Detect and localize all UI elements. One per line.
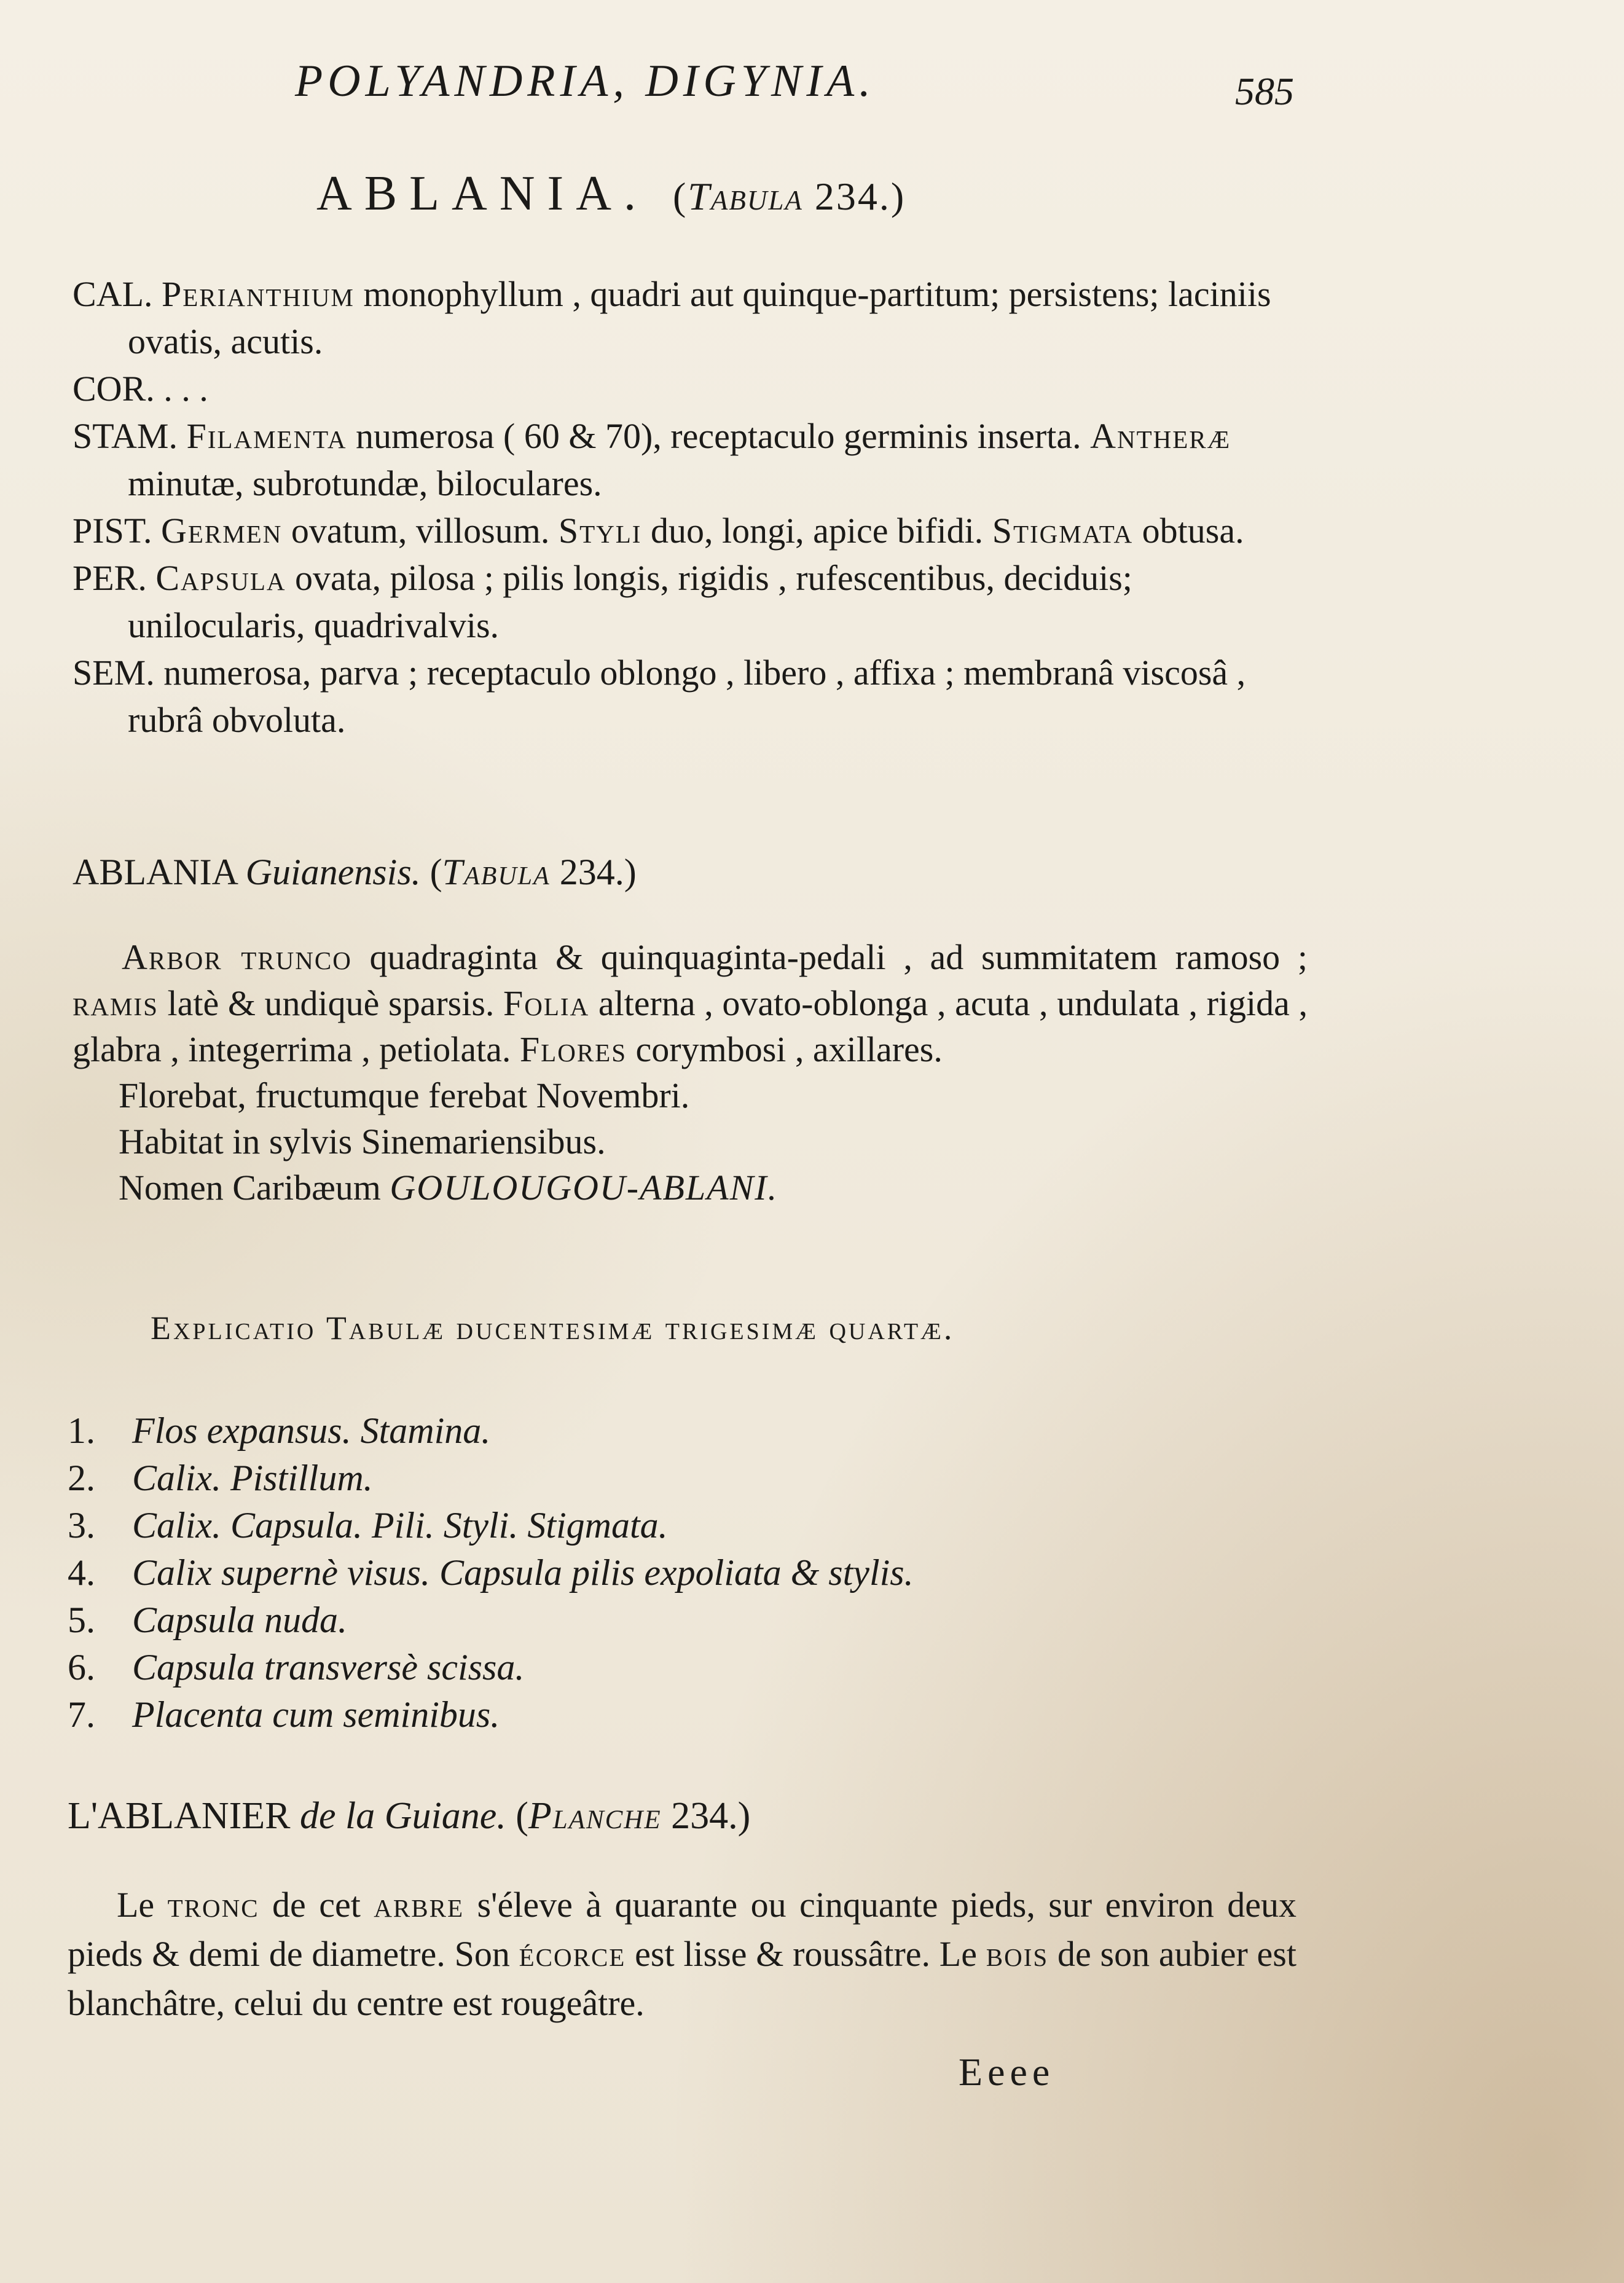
character-text: numerosa ( 60 & 70), receptaculo germinis inserta. <box>347 416 1091 456</box>
explicatio-text: Flos expansus. Stamina. <box>132 1410 491 1451</box>
character-term: Capsula <box>155 558 286 598</box>
french-title: L'ABLANIER de la Guiane. (Planche 234.) <box>68 1795 751 1837</box>
generic-characters <box>73 270 1308 744</box>
french-paragraph <box>68 1880 1296 2028</box>
florebat-line: Florebat, fructumque ferebat Novembri. <box>119 1075 690 1115</box>
description-term: ramis <box>73 983 159 1023</box>
french-term: arbre <box>374 1885 464 1925</box>
character-term: Filamenta <box>186 416 347 456</box>
explicatio-text: Calix. Capsula. Pili. Styli. Stigmata. <box>132 1505 668 1546</box>
description-term: Flores <box>519 1029 627 1069</box>
description-term: Folia <box>503 983 590 1023</box>
character-text: minutæ, subrotundæ, biloculares. <box>128 463 602 503</box>
explicatio-item <box>68 1691 914 1739</box>
description-text: latè & undiquè sparsis. <box>158 983 504 1023</box>
character-text: obtusa. <box>1133 511 1244 551</box>
explicatio-number: 3. <box>68 1505 95 1546</box>
genus-title <box>316 166 906 222</box>
explicatio-item <box>68 1549 914 1597</box>
page-number: 585 <box>1235 69 1294 113</box>
character-text: ovatum, villosum. <box>282 511 559 551</box>
running-title: POLYANDRIA, DIGYNIA. <box>295 56 876 106</box>
explicatio-item <box>68 1455 914 1502</box>
french-description <box>68 1880 1296 2028</box>
character-entry <box>73 365 1308 412</box>
explicatio-text: Calix supernè visus. Capsula pilis expoliata & stylis. <box>132 1552 914 1593</box>
description-paragraph <box>73 934 1308 1072</box>
french-term: écorce <box>519 1934 626 1974</box>
character-text: monophyllum , quadri aut quinque-partitum; persistens; laciniis ovatis, acutis. <box>128 274 1271 361</box>
explicatio-item <box>68 1407 914 1455</box>
signature-mark: Eeee <box>959 2050 1055 2094</box>
character-text: duo, longi, apice bifidi. <box>641 511 992 551</box>
explicatio-number: 4. <box>68 1552 95 1593</box>
french-text: de son aubier est blanchâtre, celui du centre est rougeâtre. <box>68 1934 1296 2023</box>
character-entry <box>73 649 1308 744</box>
french-term: tronc <box>167 1885 259 1925</box>
explicatio-item <box>68 1644 914 1691</box>
character-entry <box>73 507 1308 554</box>
character-label: STAM. <box>73 416 187 456</box>
explicatio-list <box>68 1407 914 1739</box>
species-heading: ABLANIA Guianensis. (Tabula 234.) <box>73 852 637 892</box>
explicatio-number: 2. <box>68 1458 95 1498</box>
character-term: Stigmata <box>992 511 1134 551</box>
character-term: Styli <box>558 511 642 551</box>
explicatio-title: Explicatio Tabulæ ducentesimæ trigesimæ quartæ. <box>151 1310 955 1346</box>
french-text: de cet <box>259 1885 374 1925</box>
character-label: PER. <box>73 558 156 598</box>
character-entry <box>73 412 1308 507</box>
explicatio-item <box>68 1502 914 1549</box>
explicatio-number: 5. <box>68 1600 95 1640</box>
explicatio-number: 6. <box>68 1647 95 1688</box>
character-text: ovata, pilosa ; pilis longis, rigidis , rufescentibus, deciduis; unilocularis, quadrivalvis. <box>128 558 1132 645</box>
french-text: Le <box>117 1885 168 1925</box>
character-term: Germen <box>160 511 283 551</box>
habitat-line: Habitat in sylvis Sinemariensibus. <box>119 1122 606 1161</box>
character-term: Perianthium <box>162 274 355 314</box>
species-description <box>73 934 1308 1211</box>
character-term: Antheræ <box>1090 416 1231 456</box>
character-entry <box>73 270 1308 365</box>
explicatio-number: 7. <box>68 1694 95 1735</box>
explicatio-text: Calix. Pistillum. <box>132 1458 373 1498</box>
description-text: alterna , ovato-oblonga , acuta , undulata , rigida , glabra , integerrima , petiolata. <box>73 983 1308 1069</box>
explicatio-text: Capsula transversè scissa. <box>132 1647 525 1688</box>
character-label: CAL. <box>73 274 162 314</box>
french-term: bois <box>986 1934 1049 1974</box>
explicatio-text: Placenta cum seminibus. <box>132 1694 500 1735</box>
nomen-line: Nomen Caribæum GOULOUGOU-ABLANI. <box>119 1168 779 1208</box>
character-entry <box>73 554 1308 649</box>
character-label: PIST. <box>73 511 161 551</box>
genus-tabula-ref: (Tabula 234.) <box>672 175 906 218</box>
description-term: Arbor trunco <box>122 937 352 977</box>
description-text: corymbosi , axillares. <box>627 1029 943 1069</box>
character-text: numerosa, parva ; receptaculo oblongo , libero , affixa ; membranâ viscosâ , rubrâ obvoluta. <box>128 653 1246 740</box>
french-text: est lisse & roussâtre. Le <box>626 1934 986 1974</box>
explicatio-text: Capsula nuda. <box>132 1600 348 1640</box>
explicatio-number: 1. <box>68 1410 95 1451</box>
explicatio-item <box>68 1597 914 1644</box>
description-text: quadraginta & quinquaginta-pedali , ad summitatem ramoso ; <box>351 937 1308 977</box>
character-text: . . . <box>163 369 208 409</box>
character-label: COR. <box>73 369 164 409</box>
genus-name: ABLANIA. <box>316 167 648 221</box>
french-text: s'éleve à quarante ou cinquante pieds, sur environ deux pieds & demi de diametre. Son <box>68 1885 1296 1974</box>
character-label: SEM. <box>73 653 164 693</box>
